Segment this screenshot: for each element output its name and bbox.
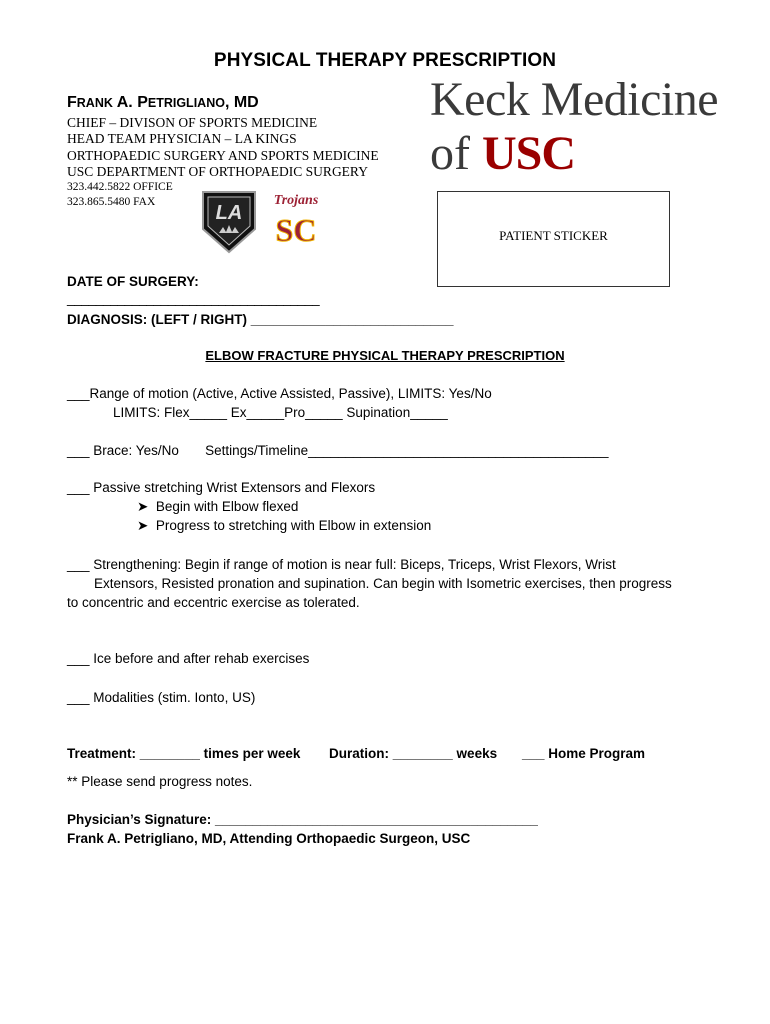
credential-line-1: CHIEF – DIVISON OF SPORTS MEDICINE <box>67 115 318 130</box>
section-title <box>0 348 770 363</box>
range-of-motion-item[interactable]: ___Range of motion (Active, Active Assisted, Passive), LIMITS: Yes/No <box>67 386 492 401</box>
brace-item[interactable]: ___ Brace: Yes/No Settings/Timeline________________________________________ <box>67 443 609 458</box>
modalities-item[interactable]: ___ Modalities (stim. Ionto, US) <box>67 690 256 705</box>
home-program-field[interactable]: ___ Home Program <box>522 746 646 761</box>
keck-usc-text: USC <box>481 127 576 180</box>
stretch-bullet-1 <box>137 499 298 515</box>
keck-of-text: of <box>430 127 470 180</box>
page-title: PHYSICAL THERAPY PRESCRIPTION <box>213 50 557 71</box>
physician-signature-name: Frank A. Petrigliano, MD, Attending Orthopaedic Surgeon, USC <box>67 831 471 846</box>
fax-number: 323.865.5480 FAX <box>67 196 156 208</box>
office-phone: 323.442.5822 OFFICE <box>67 181 173 193</box>
la-kings-logo <box>200 189 258 255</box>
physician-name: FRANK A. PETRIGLIANO, MD <box>67 94 259 111</box>
keck-medicine-logo-line2 <box>430 126 575 181</box>
section-title-text: ELBOW FRACTURE PHYSICAL THERAPY PRESCRIPTION <box>205 348 565 363</box>
arrow-bullet-icon: ➤ <box>137 518 149 533</box>
treatment-duration-field[interactable]: Duration: ________ weeks <box>329 746 498 761</box>
passive-stretching-item[interactable]: ___ Passive stretching Wrist Extensors and Flexors <box>67 480 376 495</box>
strengthening-line-3: to concentric and eccentric exercise as tolerated. <box>67 595 360 610</box>
stretch-bullet-1-text: Begin with Elbow flexed <box>155 499 299 514</box>
ice-item[interactable]: ___ Ice before and after rehab exercises <box>67 651 310 666</box>
credential-line-4: USC DEPARTMENT OF ORTHOPAEDIC SURGERY <box>67 164 368 179</box>
credential-line-3: ORTHOPAEDIC SURGERY AND SPORTS MEDICINE <box>67 148 379 163</box>
arrow-bullet-icon: ➤ <box>137 499 149 514</box>
strengthening-item[interactable]: ___ Strengthening: Begin if range of motion is near full: Biceps, Triceps, Wrist Flexors, Wrist <box>67 557 616 572</box>
trojans-text: Trojans <box>273 193 319 208</box>
la-kings-text: LA <box>215 202 243 224</box>
stretch-bullet-2-text: Progress to stretching with Elbow in extension <box>155 518 432 533</box>
treatment-frequency-field[interactable]: Treatment: ________ times per week <box>67 746 301 761</box>
progress-notes-text: ** Please send progress notes. <box>67 774 253 789</box>
date-of-surgery-label: DATE OF SURGERY: <box>67 274 199 289</box>
keck-medicine-logo-line1: Keck Medicine <box>430 73 719 126</box>
date-of-surgery-line[interactable]: ___________________________________ <box>67 291 320 306</box>
range-of-motion-limits[interactable]: LIMITS: Flex_____ Ex_____Pro_____ Supination_____ <box>113 405 448 420</box>
stretch-bullet-2 <box>137 518 431 534</box>
sc-text: SC <box>275 212 317 248</box>
diagnosis-field[interactable]: DIAGNOSIS: (LEFT / RIGHT) ___________________________ <box>67 312 454 327</box>
patient-sticker-label: PATIENT STICKER <box>499 228 608 243</box>
credential-line-2: HEAD TEAM PHYSICIAN – LA KINGS <box>67 131 297 146</box>
usc-trojans-logo <box>266 189 326 249</box>
physician-signature-field[interactable]: Physician’s Signature: ___________________________________________ <box>67 812 538 827</box>
strengthening-line-2: Extensors, Resisted pronation and supination. Can begin with Isometric exercises, then progress <box>94 576 672 591</box>
